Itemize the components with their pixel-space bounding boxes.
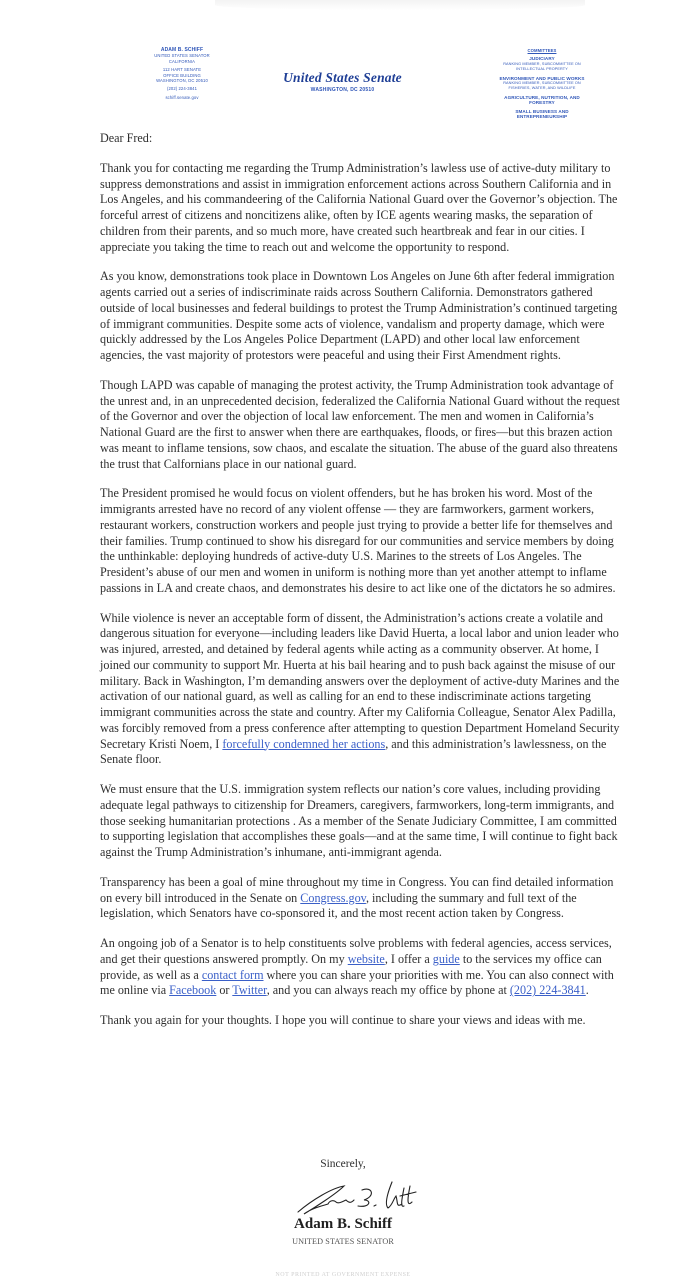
website-link[interactable]: website — [347, 951, 385, 966]
facebook-link[interactable]: Facebook — [169, 983, 217, 998]
footer-note: NOT PRINTED AT GOVERNMENT EXPENSE — [275, 1272, 411, 1278]
page-top-shadow — [215, 0, 585, 10]
senator-name: ADAM B. SCHIFF — [160, 47, 204, 53]
contact-form-link[interactable]: contact form — [201, 967, 264, 982]
phone-link[interactable]: (202) 224-3841 — [509, 983, 586, 998]
guide-link[interactable]: guide — [432, 951, 460, 966]
paragraph: Transparency has been a goal of mine throughout my time in Congress. You can find detailed information on every bill introduced in the Senate on Congress.gov, including the summary and full text of the legislation, which Senators have co-sponsored it, and the most recent action taken by Congress. — [100, 874, 614, 921]
letter-body — [100, 131, 620, 1043]
senate-wordmark: United States Senate — [283, 70, 402, 85]
letterhead-senate-title — [270, 70, 415, 93]
senator-state: CALIFORNIA — [168, 58, 196, 64]
letterhead-committees — [492, 48, 592, 119]
condemned-actions-link[interactable]: forcefully condemned her actions — [222, 736, 386, 751]
signature-icon — [292, 1178, 422, 1220]
paragraph: Though LAPD was capable of managing the protest activity, the Trump Administration took advantage of the unrest and, in an unprecedented decision, federalized the California National Guard without the request of the Governor and over the objection of local law enforcement. The men and women in California’s National Guard are the first to answer when there are earthquakes, floods, or fires—but this brazen action was meant to inflame tensions, sow chaos, and escalate the situation. The abuse of the guard also threatens the trust that Calfornians place in our national guard. — [100, 377, 620, 471]
committee-role: RANKING MEMBER, SUBCOMMITTEE ON INTELLECTUAL PROPERTY — [503, 61, 581, 72]
office-website: schiff.senate.gov — [165, 94, 199, 100]
paragraph: An ongoing job of a Senator is to help constituents solve problems with federal agencies, access services, and get their questions answered promptly. On my website, I offer a guide to the services my office can provide, as well as a contact form where you can share your priorities with me. You can also connect with me online via Facebook or Twitter, and you can always reach my office by phone at (202) 224-3841. — [100, 936, 614, 998]
paragraph: The President promised he would focus on violent offenders, but he has broken his word. Most of the immigrants arrested have no record of any violent offense — they are farmworkers, garment workers, restaurant workers, construction workers and people just trying to provide a better life for themselves and their families. Trump continued to show his disregard for our communities and service members by doing the unthinkable: deploying hundreds of active-duty U.S. Marines to the streets of Los Angeles. The President’s abuse of our men and women in uniform is nothing more than yet another attempt to inflame passions in LA and create chaos, and demonstrates his desire to act like one of the dictators he so admires. — [100, 486, 616, 595]
senate-city: WASHINGTON, DC 20510 — [310, 87, 375, 93]
twitter-link[interactable]: Twitter — [232, 983, 267, 998]
congress-gov-link[interactable]: Congress.gov — [300, 890, 366, 905]
committee-role: RANKING MEMBER, SUBCOMMITTEE ON FISHERIES, WATER, AND WILDLIFE — [503, 81, 581, 91]
office-address-line: OFFICE BUILDING — [163, 72, 201, 78]
paragraph: We must ensure that the U.S. immigration system reflects our nation’s core values, including providing adequate legal pathways to citizenship for Dreamers, caregivers, farmworkers, long-term immigrants, and those seeking humanitarian protections . As a member of the Senate Judiciary Committee, I am committed to supporting legislation that accomplishes these goals—and at the same time, I will continue to fight back against the Trump Administration’s inhumane, anti-immigrant agenda. — [100, 782, 618, 859]
letterhead-senator-info — [132, 48, 232, 100]
closing: Sincerely, — [320, 1158, 366, 1170]
committee-name: AGRICULTURE, NUTRITION, AND FORESTRY — [504, 94, 580, 106]
signer-title: UNITED STATES SENATOR — [292, 1237, 394, 1246]
paragraph: Thank you again for your thoughts. I hope you will continue to share your views and ideas with me. — [100, 1013, 586, 1027]
senator-title: UNITED STATES SENATOR — [154, 53, 210, 59]
office-address-line: WASHINGTON, DC 20510 — [156, 78, 208, 84]
paragraph: As you know, demonstrations took place in Downtown Los Angeles on June 6th after federal immigration agents carried out a series of indiscriminate raids across Southern California. Demonstrators gathered outside of local businesses and federal buildings to protest the Trump Administration’s continued targeting of immigrant communities. Despite some acts of violence, vandalism and property damage, which were quickly addressed by the Los Angeles Police Department (LAPD) and other local law enforcement agencies, the vast majority of protestors were peaceful and using their First Amendment rights. — [100, 269, 618, 362]
paragraph: While violence is never an acceptable form of dissent, the Administration’s actions create a volatile and dangerous situation for everyone—including leaders like David Huerta, a local labor and union leader who was injured, arrested, and detained by federal agents while acting as a community observer. At home, I joined our community to support Mr. Huerta at his bail hearing and to push back against the misuse of our military. Back in Washington, I’m demanding answers over the deployment of active-duty Marines and the activation of our national guard, as well as calling for an end to these indiscriminate actions targeting immigrant communities across the state and country. After my California Colleague, Senator Alex Padilla, was forcibly removed from a press conference after attempting to question Department Homeland Security Secretary Kristi Noem, I forcefully condemned her actions, and this administration’s lawlessness, on the Senate floor. — [100, 610, 620, 767]
committee-name: JUDICIARY — [529, 56, 555, 62]
committee-name: ENVIRONMENT AND PUBLIC WORKS — [499, 75, 585, 81]
signer-name: Adam B. Schiff — [294, 1216, 392, 1232]
salutation: Dear Fred: — [100, 131, 153, 145]
paragraph: Thank you for contacting me regarding the Trump Administration’s lawless use of active-duty military to suppress demonstrations and assist in immigration enforcement actions across Southern California and in Los Angeles, and his commandeering of the California National Guard over the Governor’s objection. The forceful arrest of citizens and noncitizens alike, often by ICE agents wearing masks, the separation of children from their parents, and so much more, have created such heartbreak and fear in our cities. I appreciate you taking the time to reach out and welcome the opportunity to respond. — [100, 160, 618, 254]
office-address-line: 112 HART SENATE — [162, 67, 202, 73]
office-phone: (202) 224-3841 — [166, 86, 198, 92]
committee-name: SMALL BUSINESS AND ENTREPRENEURSHIP — [515, 108, 569, 120]
committees-header: COMMITTEES — [527, 48, 557, 53]
